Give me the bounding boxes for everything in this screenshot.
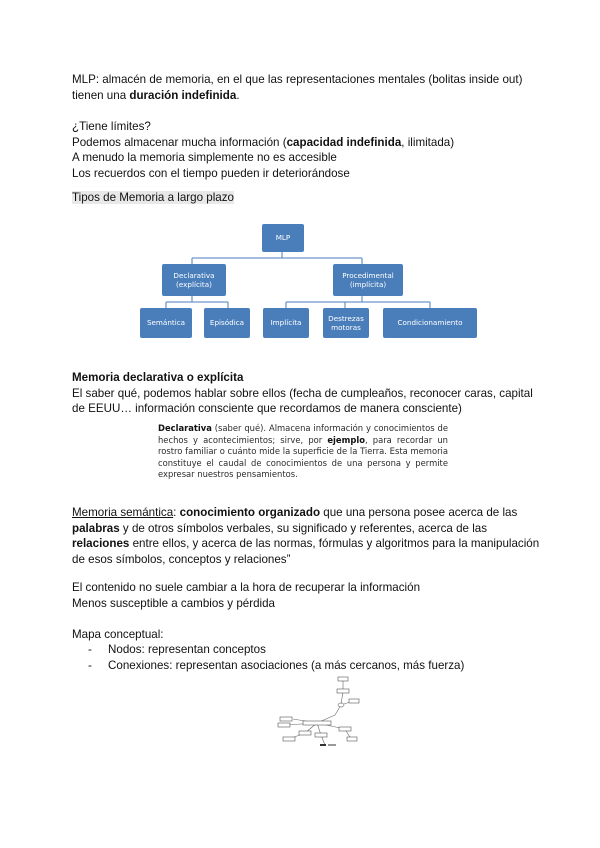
quote-bold: ejemplo xyxy=(327,434,365,445)
mapa-heading-text: Mapa conceptual: xyxy=(72,628,164,641)
declarativa-heading: Memoria declarativa o explícita xyxy=(72,371,244,384)
mapa-list xyxy=(88,642,528,673)
contenido-paragraph xyxy=(72,580,542,611)
intro-line-2-bold: duración indefinida xyxy=(129,88,237,102)
semantica-text-2: y de otros símbolos verbales, su significado y referentes, acerca de las xyxy=(119,521,488,535)
declarativa-section xyxy=(72,370,542,417)
list-item: - Conexiones: representan asociaciones (a más cercanos, más fuerza) xyxy=(88,658,528,674)
intro-paragraph xyxy=(72,72,542,103)
declarativa-quote-image xyxy=(158,423,448,483)
intro-line-1: MLP: almacén de memoria, en el que las representaciones mentales (bolitas inside out) xyxy=(72,73,523,86)
chart-node-mlp-label: MLP xyxy=(275,233,291,243)
chart-node-destrezas-label xyxy=(328,314,364,333)
limits-line-3: Los recuerdos con el tiempo pueden ir deteriorándose xyxy=(72,166,350,180)
semantica-colon: : xyxy=(173,506,180,519)
chart-node-destrezas-line1: Destrezas xyxy=(328,313,364,323)
list-item: - Nodos: representan conceptos xyxy=(88,642,528,658)
chart-node-procedimental-line2: (implícita) xyxy=(349,280,387,289)
limits-line-2: A menudo la memoria simplemente no es accesible xyxy=(72,151,337,165)
semantica-text-3: entre ellos, y acerca de las normas, fórmulas y algoritmos para la manipulación de esos símbolos, conceptos y relaciones” xyxy=(72,537,540,566)
chart-node-mlp xyxy=(262,224,304,252)
chart-node-destrezas xyxy=(323,308,369,338)
semantica-paragraph xyxy=(72,505,542,567)
quote-term: Declarativa xyxy=(158,423,212,433)
chart-node-declarativa-line2: (explícita) xyxy=(176,280,212,289)
intro-line-2-post: . xyxy=(236,88,240,102)
chart-node-episodica xyxy=(204,308,250,338)
semantica-bold-1: conocimiento organizado xyxy=(179,506,321,519)
chart-node-declarativa-line1: Declarativa xyxy=(173,270,215,280)
quote-text-2: , para recordar un rostro familiar o cuánto mide la superficie de la Tierra. Esta memoria constituye el caudal de conocimientos de una persona y permite expresar nuestros pensamientos. xyxy=(158,434,448,480)
chart-node-procedimental-label xyxy=(342,271,394,290)
quote-text-1: (saber qué). Almacena información y conocimientos de hechos y acontecimientos; sirve, por xyxy=(158,423,448,445)
chart-node-declarativa-label xyxy=(173,271,214,290)
chart-node-semantica xyxy=(140,308,192,338)
semantica-bold-3: relaciones xyxy=(72,537,130,551)
intro-line-2-pre: tienen una xyxy=(72,88,130,102)
chart-node-declarativa xyxy=(162,264,226,296)
limits-line-1-pre: Podemos almacenar mucha información ( xyxy=(72,135,287,149)
types-heading-text: Tipos de Memoria a largo plazo xyxy=(72,191,234,204)
declarativa-body: El saber qué, podemos hablar sobre ellos (fecha de cumpleaños, reconocer caras, capital de EEUU… información consciente que recordamos de manera consciente) xyxy=(72,386,533,416)
contenido-line-2: Menos susceptible a cambios y pérdida xyxy=(72,596,275,610)
chart-node-condicionamiento xyxy=(383,308,477,338)
types-heading xyxy=(72,190,542,206)
semantica-bold-2: palabras xyxy=(72,521,120,535)
chart-node-procedimental xyxy=(333,264,403,296)
chart-node-episodica-label: Episódica xyxy=(209,318,245,328)
chart-node-destrezas-line2: motoras xyxy=(331,323,361,332)
semantica-text-1: que una persona posee acerca de las xyxy=(320,506,518,519)
mapa-heading xyxy=(72,627,542,643)
limits-line-1-bold: capacidad indefinida xyxy=(286,135,402,149)
chart-node-implicita-label: Implícita xyxy=(270,318,302,328)
limits-paragraph xyxy=(72,119,542,181)
chart-node-implicita xyxy=(263,308,309,338)
chart-node-semantica-label: Semántica xyxy=(146,318,186,328)
limits-line-1-post: , ilimitada) xyxy=(401,135,455,149)
semantica-label: Memoria semántica xyxy=(72,506,174,519)
concept-map-image xyxy=(275,675,365,753)
memory-types-chart xyxy=(140,222,480,342)
chart-node-procedimental-line1: Procedimental xyxy=(342,270,394,280)
limits-question: ¿Tiene límites? xyxy=(72,120,151,133)
chart-node-condicionamiento-label: Condicionamiento xyxy=(397,318,463,328)
contenido-line-1: El contenido no suele cambiar a la hora de recuperar la información xyxy=(72,581,421,594)
